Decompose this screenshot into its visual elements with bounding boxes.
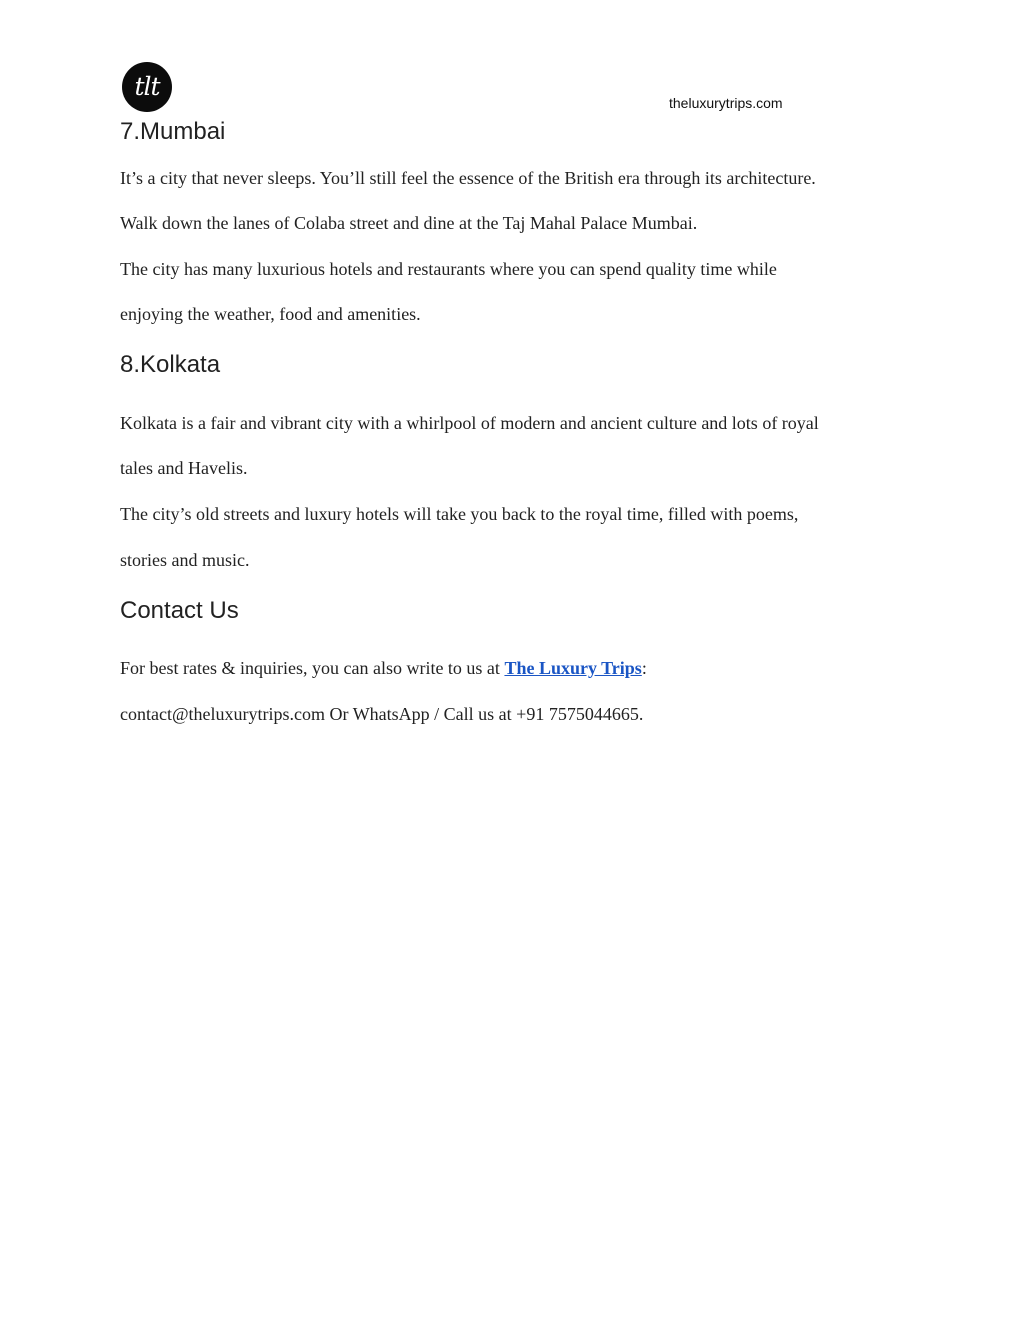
luxury-trips-link[interactable]: The Luxury Trips — [504, 658, 642, 678]
kolkata-paragraph-line: tales and Havelis. — [120, 458, 248, 478]
heading-kolkata: 8.Kolkata — [120, 351, 221, 378]
mumbai-paragraph-line: The city has many luxurious hotels and restaurants where you can spend quality time while — [120, 259, 777, 279]
contact-intro-text: For best rates & inquiries, you can also write to us at — [120, 658, 505, 678]
contact-colon: : — [641, 658, 647, 678]
contact-details: contact@theluxurytrips.com Or WhatsApp / Call us at +91 7575044665. — [120, 704, 644, 724]
kolkata-paragraph-line: Kolkata is a fair and vibrant city with a whirlpool of modern and ancient culture and lots of royal — [120, 413, 819, 433]
contact-intro — [120, 658, 647, 679]
heading-contact: Contact Us — [120, 597, 239, 624]
logo: tlt — [122, 62, 172, 112]
site-url: theluxurytrips.com — [669, 95, 783, 111]
mumbai-paragraph-line: Walk down the lanes of Colaba street and dine at the Taj Mahal Palace Mumbai. — [120, 213, 698, 233]
kolkata-paragraph-line: stories and music. — [120, 550, 250, 570]
kolkata-paragraph-line: The city’s old streets and luxury hotels will take you back to the royal time, filled with poems, — [120, 504, 799, 524]
mumbai-paragraph-line: It’s a city that never sleeps. You’ll still feel the essence of the British era through its architecture. — [120, 168, 816, 188]
mumbai-paragraph-line: enjoying the weather, food and amenities. — [120, 304, 421, 324]
heading-mumbai: 7.Mumbai — [120, 118, 226, 145]
